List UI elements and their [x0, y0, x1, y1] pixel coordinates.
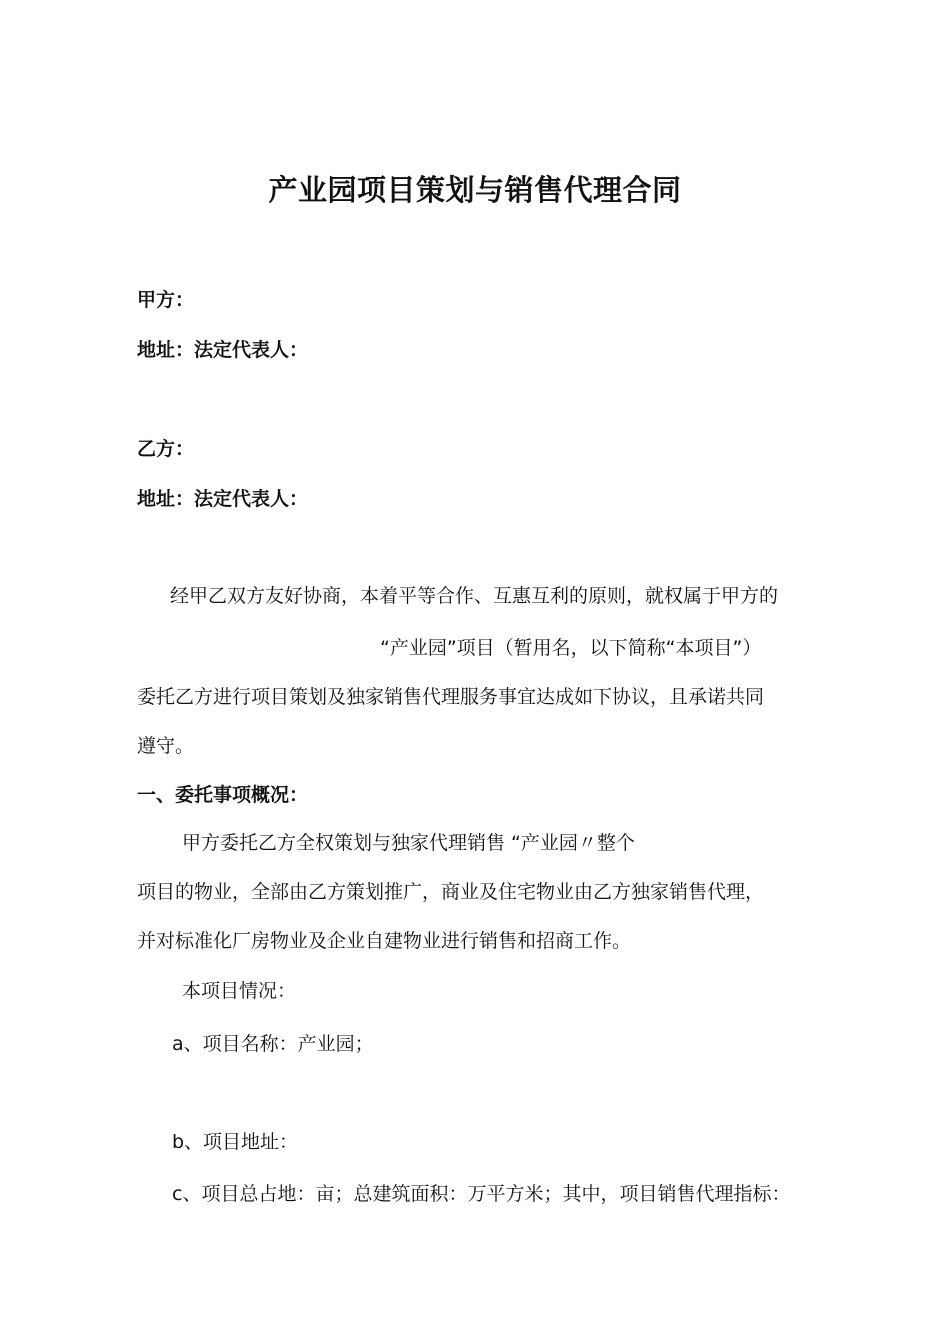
contract-title: 产业园项目策划与销售代理合同 [268, 173, 682, 207]
section-1-paragraph-line-1: 甲方委托乙方全权策划与独家代理销售 “产业园〃整个 [182, 832, 635, 854]
preamble-line-2: “产业园”项目（暂用名，以下简称“本项目”） [380, 637, 762, 659]
party-b-address-line: 地址：法定代表人： [137, 488, 309, 510]
party-a-address-line: 地址：法定代表人： [137, 339, 309, 361]
preamble-line-1: 经甲乙双方友好协商，本着平等合作、互惠互利的原则，就权属于甲方的 [170, 585, 779, 607]
preamble-line-3: 委托乙方进行项目策划及独家销售代理服务事宜达成如下协议，且承诺共同 [137, 686, 765, 708]
party-b-label: 乙方： [137, 438, 195, 460]
project-intro: 本项目情况： [182, 980, 297, 1002]
section-1-heading: 一、委托事项概况： [137, 784, 309, 806]
preamble-line-4: 遵守。 [137, 735, 195, 757]
section-1-paragraph-line-2: 项目的物业，全部由乙方策划推广，商业及住宅物业由乙方独家销售代理， [137, 881, 765, 903]
section-1-paragraph-line-3: 并对标准化厂房物业及企业自建物业进行销售和招商工作。 [137, 930, 632, 952]
project-item-name: a、项目名称：产业园； [172, 1033, 374, 1055]
project-item-address: b、项目地址： [172, 1131, 299, 1153]
party-a-label: 甲方： [137, 289, 195, 311]
project-item-area: c、项目总占地：亩；总建筑面积：万平方米；其中，项目销售代理指标： [172, 1183, 791, 1205]
